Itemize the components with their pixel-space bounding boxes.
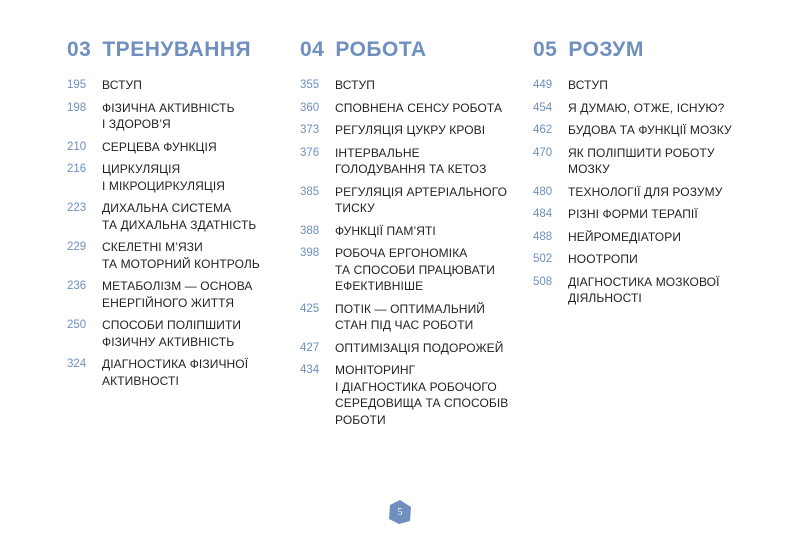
toc-entry-title: РЕГУЛЯЦІЯ АРТЕРІАЛЬНОГО ТИСКУ [335, 184, 508, 215]
toc-entry[interactable] [533, 251, 763, 268]
toc-page-number: 462 [533, 124, 553, 136]
toc-page-number: 229 [67, 241, 87, 253]
toc-page-number: 355 [300, 79, 320, 91]
toc-entry[interactable] [67, 278, 267, 311]
toc-page-number: 198 [67, 101, 87, 114]
toc-page-number: 236 [67, 280, 87, 292]
toc-entry-title: СПОВНЕНА СЕНСУ РОБОТА [335, 100, 503, 115]
toc-entry-title: ТЕХНОЛОГІЇ ДЛЯ РОЗУМУ [568, 184, 723, 199]
toc-page-number: 250 [67, 319, 87, 331]
section-title [300, 38, 520, 68]
toc-entry[interactable] [300, 340, 520, 357]
toc-page-number: 385 [300, 185, 320, 198]
toc-entry-title: РЕГУЛЯЦІЯ ЦУКРУ КРОВІ [335, 123, 486, 137]
toc-entry-title: СКЕЛЕТНІ М’ЯЗИ ТА МОТОРНИЙ КОНТРОЛЬ [102, 240, 260, 271]
toc-entry[interactable] [533, 229, 763, 246]
toc-entry[interactable] [533, 122, 763, 139]
toc-entry-title: ФУНКЦІЇ ПАМ’ЯТІ [335, 223, 436, 238]
toc-entry[interactable] [300, 145, 520, 178]
toc-section-mind [533, 38, 763, 313]
toc-entry-title: ОПТИМІЗАЦІЯ ПОДОРОЖЕЙ [335, 340, 504, 355]
toc-page-number: 324 [67, 358, 87, 370]
toc-page-number: 373 [300, 124, 320, 136]
toc-entry[interactable] [533, 145, 763, 178]
toc-entry-title: ІНТЕРВАЛЬНЕ ГОЛОДУВАННЯ ТА КЕТОЗ [335, 145, 487, 176]
toc-page-number: 195 [67, 79, 87, 91]
toc-entry-title: ФІЗИЧНА АКТИВНІСТЬ І ЗДОРОВ’Я [102, 100, 235, 131]
toc-page-number: 454 [533, 101, 553, 114]
toc-page-number: 425 [300, 302, 320, 315]
toc-entry-title: МОНІТОРИНГ І ДІАГНОСТИКА РОБОЧОГО СЕРЕДОВИЩА ТА СПОСОБІВ РОБОТИ [335, 363, 509, 427]
toc-entry-title: ДІАГНОСТИКА ФІЗИЧНОЇ АКТИВНОСТІ [102, 357, 249, 388]
section-heading: РОБОТА [335, 38, 427, 61]
toc-entry[interactable] [67, 100, 267, 133]
toc-entry[interactable] [533, 100, 763, 117]
toc-entry[interactable] [533, 206, 763, 223]
toc-entry-title: РОБОЧА ЕРГОНОМІКА ТА СПОСОБИ ПРАЦЮВАТИ ЕФЕКТИВНІШЕ [335, 246, 495, 293]
toc-entry-title: МЕТАБОЛІЗМ — ОСНОВА ЕНЕРГІЙНОГО ЖИТТЯ [102, 279, 253, 310]
toc-page-number: 398 [300, 247, 320, 259]
toc-page-number: 449 [533, 79, 553, 91]
toc-entry[interactable] [300, 301, 520, 334]
toc-page-number: 508 [533, 275, 553, 288]
toc-entry[interactable] [67, 161, 267, 194]
toc-entry-title: ВСТУП [568, 78, 608, 92]
toc-page-number: 502 [533, 253, 553, 265]
toc-page-number: 223 [67, 202, 87, 214]
toc-entry[interactable] [533, 184, 763, 201]
section-number: 04 [300, 38, 325, 61]
toc-page-number: 488 [533, 230, 553, 243]
page-number: 5 [397, 507, 403, 518]
toc-page-number: 484 [533, 208, 553, 220]
toc-entry[interactable] [67, 239, 267, 272]
toc-entry[interactable] [67, 200, 267, 233]
toc-page-number: 470 [533, 146, 553, 159]
section-title [67, 38, 267, 68]
toc-page-number: 216 [67, 163, 87, 175]
toc-page-number: 210 [67, 140, 87, 153]
toc-entry-title: ВСТУП [335, 78, 375, 92]
section-title [533, 38, 763, 68]
section-heading: РОЗУМ [568, 38, 644, 61]
toc-entry-title: СЕРЦЕВА ФУНКЦІЯ [102, 139, 217, 154]
section-heading: ТРЕНУВАННЯ [102, 38, 252, 61]
toc-entry-title: ВСТУП [102, 78, 142, 92]
toc-entry-title: ДІАГНОСТИКА МОЗКОВОЇ ДІЯЛЬНОСТІ [568, 274, 720, 305]
toc-entry-title: БУДОВА ТА ФУНКЦІЇ МОЗКУ [568, 123, 732, 137]
section-number: 03 [67, 38, 92, 61]
toc-entry-title: НЕЙРОМЕДІАТОРИ [568, 229, 682, 244]
toc-entry[interactable] [300, 362, 520, 428]
toc-entry-title: ПОТІК — ОПТИМАЛЬНИЙ СТАН ПІД ЧАС РОБОТИ [335, 301, 486, 332]
toc-section-training [67, 38, 267, 395]
toc-entry-title: РІЗНІ ФОРМИ ТЕРАПІЇ [568, 207, 698, 221]
toc-page-number: 434 [300, 364, 320, 376]
toc-entry[interactable] [300, 245, 520, 295]
toc-entry[interactable] [300, 77, 520, 94]
toc-page-number: 427 [300, 341, 320, 354]
toc-entry[interactable] [533, 77, 763, 94]
toc-entry[interactable] [67, 77, 267, 94]
toc-page-number: 360 [300, 101, 320, 114]
toc-entry[interactable] [67, 317, 267, 350]
toc-entry-title: ДИХАЛЬНА СИСТЕМА ТА ДИХАЛЬНА ЗДАТНІСТЬ [102, 201, 257, 232]
toc-section-work [300, 38, 520, 434]
toc-entry[interactable] [300, 223, 520, 240]
toc-page-number: 388 [300, 224, 320, 237]
toc-entry[interactable] [300, 184, 520, 217]
toc-entry[interactable] [533, 274, 763, 307]
toc-entry-title: ЯК ПОЛІПШИТИ РОБОТУ МОЗКУ [568, 145, 715, 176]
toc-entry[interactable] [67, 139, 267, 156]
toc-page-number: 480 [533, 185, 553, 198]
toc-entry-title: ЦИРКУЛЯЦІЯ І МІКРОЦИРКУЛЯЦІЯ [102, 162, 226, 193]
section-number: 05 [533, 38, 558, 61]
toc-page-number: 376 [300, 146, 320, 159]
toc-entry[interactable] [300, 100, 520, 117]
toc-entry-title: НООТРОПИ [568, 252, 638, 266]
toc-entry[interactable] [300, 122, 520, 139]
toc-entry-title: СПОСОБИ ПОЛІПШИТИ ФІЗИЧНУ АКТИВНІСТЬ [102, 318, 242, 349]
page-number-badge [387, 499, 413, 525]
toc-entry-title: Я ДУМАЮ, ОТЖЕ, ІСНУЮ? [568, 100, 725, 115]
toc-entry[interactable] [67, 356, 267, 389]
